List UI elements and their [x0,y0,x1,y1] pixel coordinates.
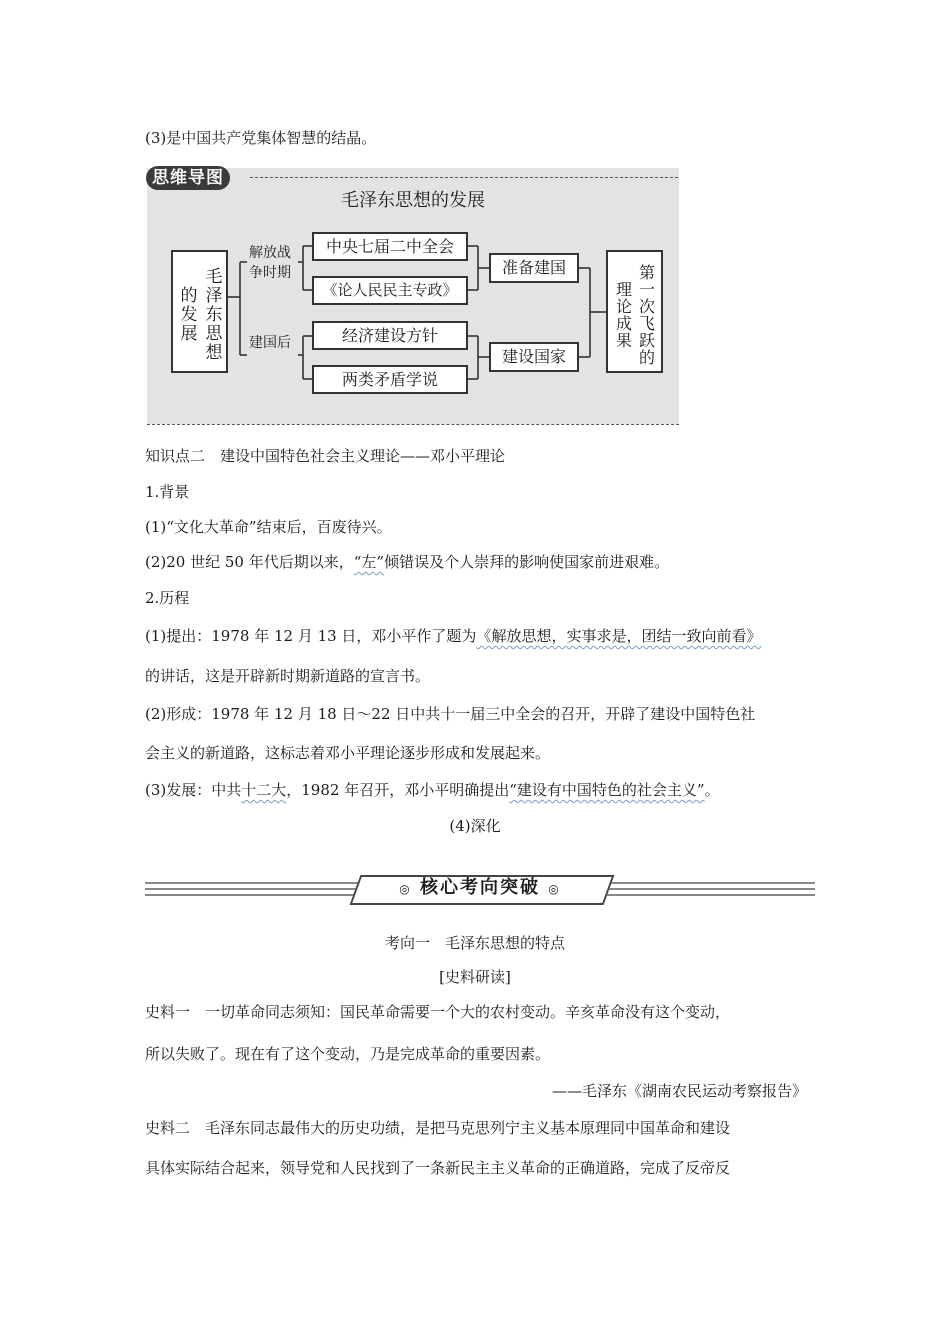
node-prepare-state: 准备建国 [489,253,579,283]
node-economic-policy: 经济建设方针 [312,321,468,350]
paragraph-text: (4)深化 [449,817,501,835]
paragraph-text: (2)形成：1978 年 12 月 18 日～22 日中共十一届三中全会的召开，开辟了建设中国特色社 [145,705,756,723]
paragraph-text: (1)“文化大革命”结束后，百废待兴。 [145,518,392,536]
source-text: 史料二 毛泽东同志最伟大的历史功绩，是把马克思列宁主义基本原理同中国革命和建设 [145,1119,731,1137]
root-node [171,250,228,373]
paragraph-text: (3)发展：中共十二大，1982 年召开，邓小平明确提出“建设有中国特色的社会主义”。 [145,781,720,799]
section-banner-title: ◎ 核心考向突破 ◎ [399,877,561,898]
paragraph-text: (1)提出：1978 年 12 月 13 日，邓小平作了题为《解放思想，实事求是，团结一致向前看》 [145,627,762,645]
root-node-label: 毛泽东思想的发展 [176,267,222,362]
label-liberation-war: 解放战 争时期 [249,245,291,281]
heading-background: 1.背景 [145,483,190,501]
node-first-leap [606,250,663,373]
heading-process: 2.历程 [145,589,190,607]
paragraph-text: 的讲话，这是开辟新时期新道路的宣言书。 [145,667,431,685]
paragraph-text: 会主义的新道路，这标志着邓小平理论逐步形成和发展起来。 [145,744,551,762]
paragraph-text: (2)20 世纪 50 年代后期以来，“左”倾错误及个人崇拜的影响使国家前进艰难。 [145,553,670,571]
source-text: 所以失败了。现在有了这个变动，乃是完成革命的重要因素。 [145,1045,551,1063]
source-text: 具体实际结合起来，领导党和人民找到了一条新民主主义革命的正确道路，完成了反帝反 [145,1159,731,1177]
node-build-state: 建设国家 [489,342,579,372]
node-first-leap-label: 第一次飞跃的理论成果 [613,264,656,366]
mind-map-title: 毛泽东思想的发展 [341,190,485,211]
source-citation: ——毛泽东《湖南农民运动考察报告》 [551,1082,807,1100]
direction-title: 考向一 毛泽东思想的特点 [384,934,565,952]
node-contradictions-theory: 两类矛盾学说 [312,365,468,394]
bullet-icon: ◎ [548,882,561,896]
section-title: 知识点二 建设中国特色社会主义理论——邓小平理论 [145,447,506,465]
mind-map-badge: 思维导图 [146,166,230,190]
bullet-icon: ◎ [399,882,412,896]
source-heading: [史料研读] [439,968,511,986]
node-second-plenum: 中央七届二中全会 [312,232,468,261]
paragraph-text: (3)是中国共产党集体智慧的结晶。 [145,129,377,147]
source-text: 史料一 一切革命同志须知：国民革命需要一个大的农村变动。辛亥革命没有这个变动， [145,1003,731,1021]
node-dictatorship-essay: 《论人民民主专政》 [312,276,468,305]
label-after-founding: 建国后 [249,335,291,351]
